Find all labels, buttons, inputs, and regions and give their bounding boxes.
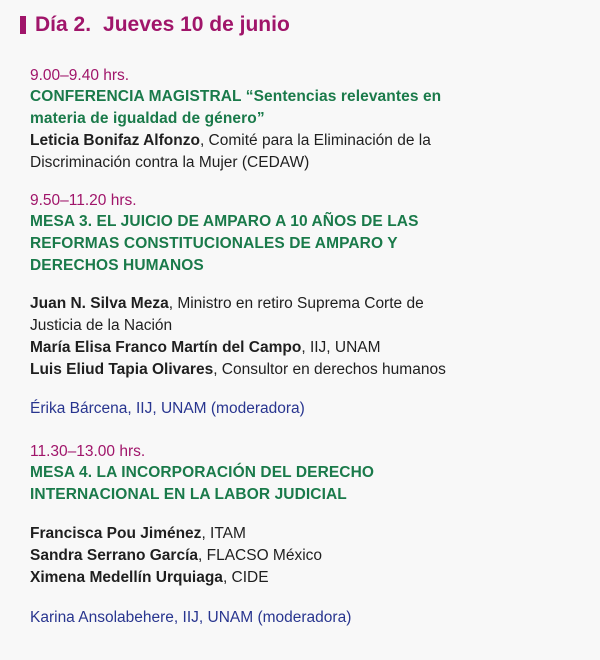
moderator-entry [30, 398, 585, 420]
speaker-affiliation: , IIJ, UNAM [301, 339, 381, 356]
speaker-list [30, 293, 585, 381]
speaker-name: Juan N. Silva Meza [30, 295, 169, 312]
speaker-list [30, 523, 585, 589]
speaker-affiliation: , Ministro en retiro Suprema Corte de [168, 295, 424, 312]
speaker-name: Sandra Serrano García [30, 547, 198, 564]
speaker-entry [30, 523, 585, 545]
speaker-affiliation: Justicia de la Nación [30, 317, 173, 334]
moderator-entry [30, 607, 585, 629]
session-title-line: INTERNACIONAL EN LA LABOR JUDICIAL [30, 486, 347, 503]
session-mesa-3 [30, 191, 585, 277]
session-title-line: MESA 3. EL JUICIO DE AMPARO A 10 AÑOS DE LAS [30, 213, 419, 230]
session-title-line: DERECHOS HUMANOS [30, 257, 204, 274]
day-date: Jueves 10 de junio [103, 13, 290, 36]
moderator-affiliation: , IIJ, UNAM (moderadora) [173, 609, 352, 626]
session-mesa-4 [30, 442, 585, 506]
speaker-name: Francisca Pou Jiménez [30, 525, 202, 542]
session-title-line: materia de igualdad de género” [30, 110, 265, 127]
moderator-affiliation: , IIJ, UNAM (moderadora) [127, 400, 305, 417]
moderator-name: Érika Bárcena [30, 400, 128, 417]
day-label: Día 2. [35, 13, 92, 36]
speaker-affiliation: , Comité para la Eliminación de la [199, 132, 431, 149]
moderator-name: Karina Ansolabehere [30, 609, 174, 626]
speaker-entry [30, 359, 585, 381]
speaker-entry [30, 337, 585, 359]
speaker-entry [30, 567, 585, 589]
speaker-name: María Elisa Franco Martín del Campo [30, 339, 302, 356]
speaker-name: Ximena Medellín Urquiaga [30, 569, 223, 586]
speaker-affiliation: , FLACSO México [198, 547, 323, 564]
session-title-line: MESA 4. LA INCORPORACIÓN DEL DERECHO [30, 464, 375, 481]
speaker-name: Leticia Bonifaz Alfonzo [30, 132, 200, 149]
day-heading [20, 13, 290, 37]
session-title-line: CONFERENCIA MAGISTRAL “Sentencias relevantes en [30, 88, 442, 105]
speaker-affiliation: Discriminación contra la Mujer (CEDAW) [30, 154, 310, 171]
speaker-name: Luis Eliud Tapia Olivares [30, 361, 214, 378]
speaker-affiliation: , Consultor en derechos humanos [213, 361, 446, 378]
session-title-line: REFORMAS CONSTITUCIONALES DE AMPARO Y [30, 235, 398, 252]
day-marker-bar [20, 16, 26, 34]
session-time: 11.30–13.00 hrs. [30, 443, 146, 460]
speaker-entry [30, 293, 585, 315]
speaker-entry [30, 545, 585, 567]
speaker-affiliation: , ITAM [201, 525, 246, 542]
session-time: 9.50–11.20 hrs. [30, 192, 137, 209]
speaker-entry [30, 130, 585, 152]
session-time: 9.00–9.40 hrs. [30, 67, 130, 84]
session-conferencia [30, 66, 585, 174]
speaker-affiliation: , CIDE [222, 569, 269, 586]
